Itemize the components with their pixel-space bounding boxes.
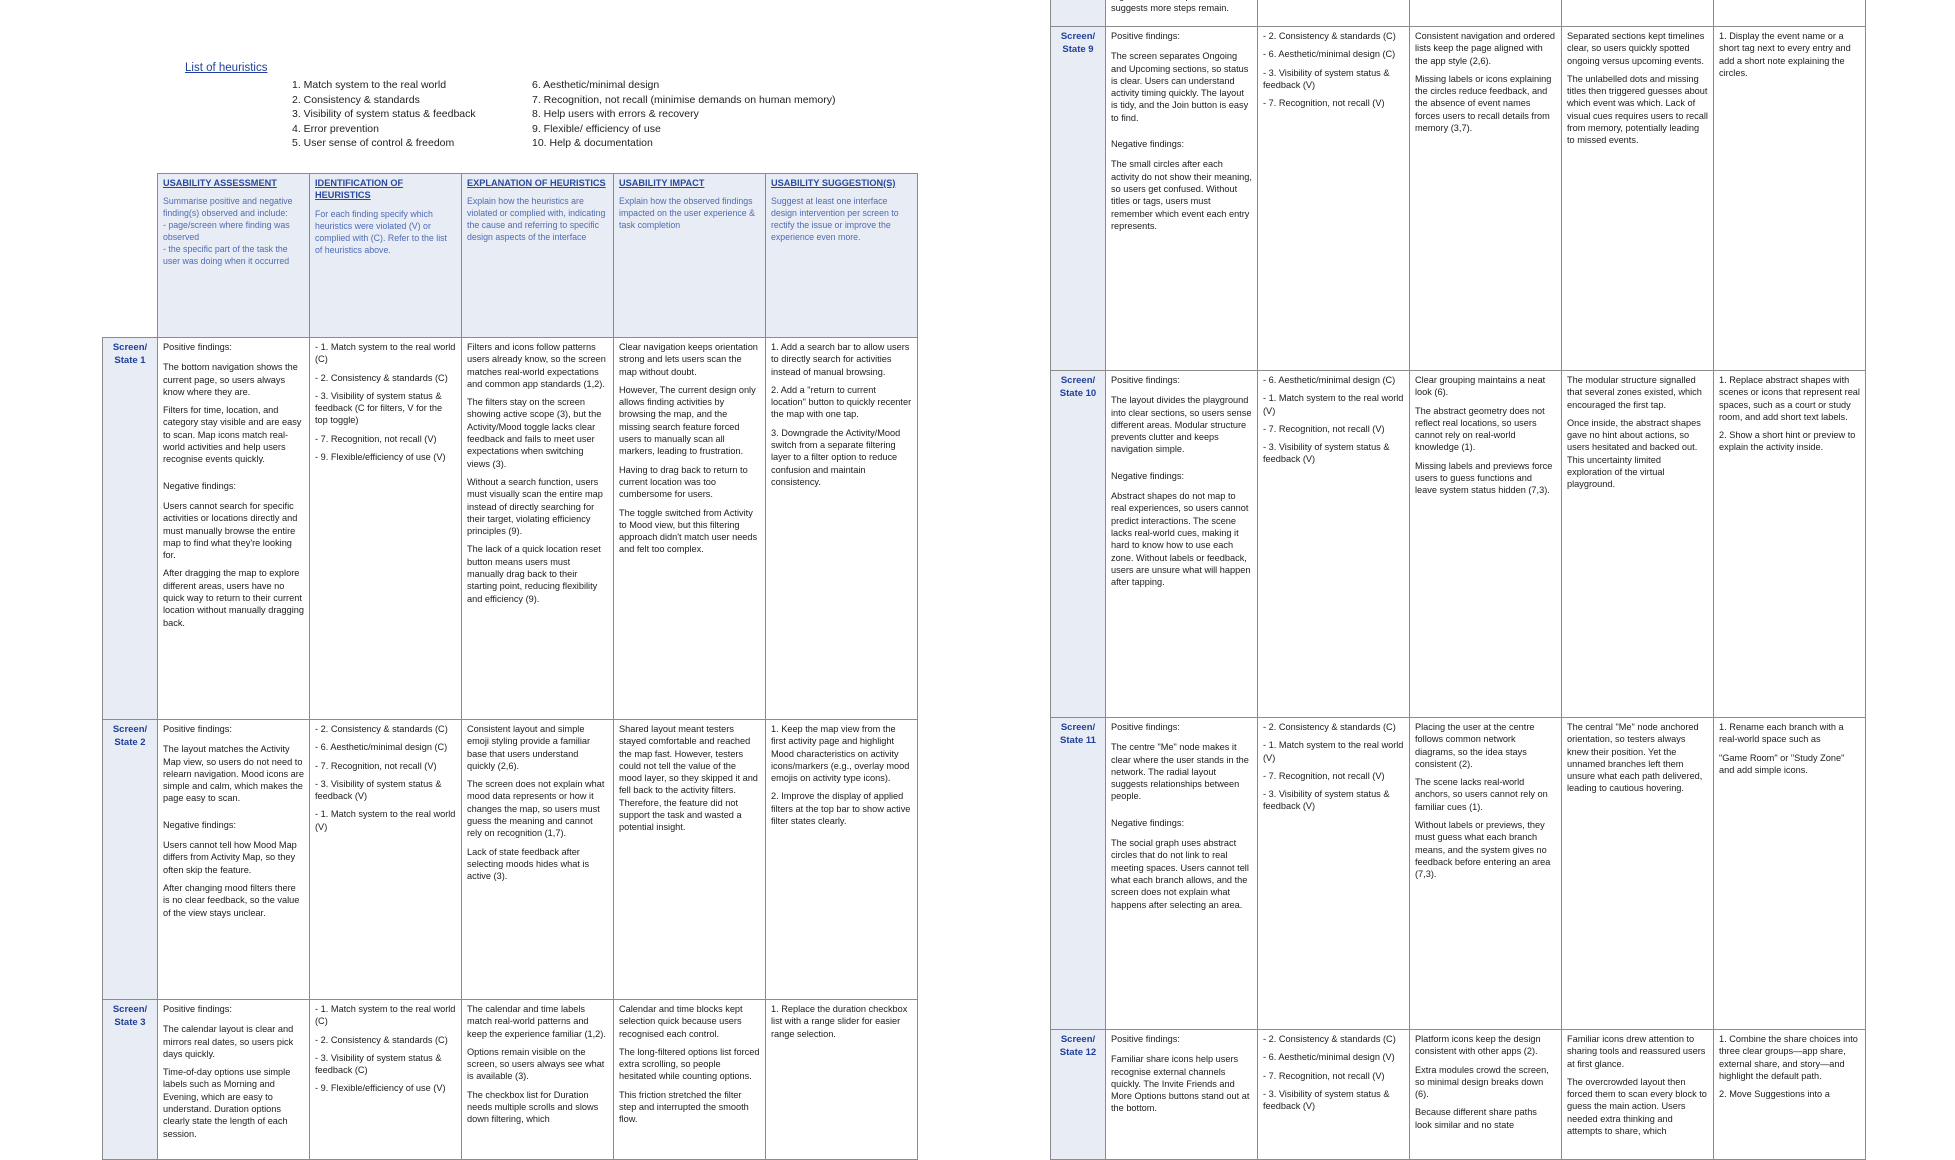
cell-explanation [1410, 0, 1562, 27]
explanation-text: Without a search function, users must visually scan the entire map instead of directly searching for their target, violating efficiency principles (9). [467, 476, 603, 537]
screen-state-row [103, 338, 918, 720]
cell-suggestion [766, 720, 918, 1000]
cell-suggestion [1714, 1030, 1866, 1160]
cell-assessment [1106, 27, 1258, 371]
cell-impact [614, 338, 766, 720]
assessment-text: Familiar share icons help users recognise external channels quickly. The Invite Friends and More Options buttons stand out at the bottom. [1111, 1054, 1250, 1114]
cell-explanation [1410, 371, 1562, 718]
cell-assessment [1106, 718, 1258, 1030]
assessment-text: Positive findings: [163, 342, 232, 352]
suggestion-text: 2. Move Suggestions into a [1719, 1089, 1830, 1100]
suggestion-text: 1. Add a search bar to allow users to directly search for activities instead of manual browsing. [771, 342, 910, 377]
cell-assessment [1106, 371, 1258, 718]
cell-heuristics [310, 1000, 462, 1160]
heuristic-item: 8. Help users with errors & recovery [532, 108, 699, 120]
screen-state-label: Screen/ State 12 [1051, 1030, 1106, 1160]
assessment-text: Users cannot search for specific activities or locations directly and must manually browse the entire map to find what they're looking for. [163, 500, 298, 561]
heuristic-item: 4. Error prevention [292, 122, 379, 135]
cell-impact [1562, 0, 1714, 27]
explanation-text: Clear grouping maintains a neat look (6). [1415, 375, 1546, 398]
heuristic-item: 10. Help & documentation [532, 137, 653, 149]
cell-heuristics [1258, 371, 1410, 718]
header-explanation: EXPLANATION OF HEURISTICS Explain how the heuristics are violated or complied with, indicating the cause and referring to specific design aspects of the interface [462, 174, 614, 338]
heuristic-item: 9. Flexible/ efficiency of use [532, 122, 661, 135]
suggestion-text: 1. Replace abstract shapes with scenes or icons that represent real spaces, such as a court or study room, and add short text labels. [1719, 375, 1860, 422]
heuristics-text: - 1. Match system to the real world (C) [315, 342, 456, 365]
assessment-text: The bottom navigation shows the current page, so users always know where they are. [163, 362, 298, 397]
explanation-text: Lack of state feedback after selecting moods hides what is active (3). [467, 846, 590, 882]
heuristics-text: - 3. Visibility of system status & feedback (V) [1263, 1088, 1390, 1112]
heuristics-text: - 3. Visibility of system status & feedback (C) [315, 1052, 442, 1076]
screen-state-row [1051, 27, 1866, 371]
evaluation-table-right [1050, 0, 1866, 1160]
impact-text: Clear navigation keeps orientation strong and lets users scan the map without doubt. [619, 342, 758, 377]
cell-impact [1562, 27, 1714, 371]
explanation-text: Options remain visible on the screen, so users always see what is available (3). [467, 1046, 605, 1082]
heuristics-text: - 7. Recognition, not recall (V) [1263, 1070, 1385, 1081]
cell-heuristics [1258, 27, 1410, 371]
screen-state-label: Screen/ State 3 [103, 1000, 158, 1160]
assessment-text: Positive findings: [163, 1004, 232, 1014]
cell-assessment [1106, 1030, 1258, 1160]
heuristics-text: - 1. Match system to the real world (V) [1263, 393, 1404, 416]
cell-suggestion [766, 1000, 918, 1160]
cell-suggestion [1714, 27, 1866, 371]
screen-state-label: Screen/ State 11 [1051, 718, 1106, 1030]
cell-explanation [1410, 27, 1562, 371]
explanation-text: Missing labels and previews force users to guess functions and leave system status hidden (7,3). [1415, 460, 1553, 496]
heuristics-text: - 3. Visibility of system status & feedback (V) [1263, 442, 1390, 465]
cell-impact [1562, 1030, 1714, 1160]
explanation-text: The filters stay on the screen showing active scope (3), but the Activity/Mood toggle lacks clear feedback and fails to meet user expectations when switching views (3). [467, 397, 602, 469]
cell-assessment [1106, 0, 1258, 27]
suggestion-text: 1. Rename each branch with a real-world space such as [1719, 722, 1844, 745]
cell-heuristics [1258, 718, 1410, 1030]
impact-text: This friction stretched the filter step and interrupted the smooth flow. [619, 1089, 749, 1125]
heuristics-text: - 2. Consistency & standards (C) [1263, 31, 1396, 41]
screen-state-label: Screen/ State 9 [1051, 27, 1106, 371]
explanation-text: Because different share paths look similar and no state [1415, 1107, 1537, 1130]
suggestion-text: "Game Room" or "Study Zone" and add simple icons. [1719, 752, 1845, 775]
screen-state-row [103, 720, 918, 1000]
explanation-text: Filters and icons follow patterns users already know, so the screen matches real-world expectations and common app standards (1,2). [467, 342, 606, 389]
heuristics-text: - 2. Consistency & standards (C) [1263, 722, 1396, 732]
cell-suggestion [1714, 371, 1866, 718]
suggestion-text: 2. Show a short hint or preview to explain the activity inside. [1719, 430, 1856, 453]
assessment-text: Positive findings: [1111, 722, 1180, 732]
impact-text: However, The current design only allows finding activities by browsing the map, and the missing search feature forced users to manually scan all markers, leading to frustration. [619, 384, 756, 457]
suggestion-text: 1. Combine the share choices into three clear groups—app share, external share, and story—and highlight the default path. [1719, 1034, 1858, 1081]
cell-heuristics [1258, 0, 1410, 27]
assessment-text: suggests more steps remain. [1111, 3, 1229, 14]
assessment-text: Negative findings: [1111, 817, 1185, 828]
heuristics-list-right [532, 78, 835, 151]
heuristics-list-left [292, 78, 476, 151]
assessment-text: Positive findings: [1111, 31, 1180, 41]
assessment-text: The small circles after each activity do not show their meaning, so users get confused. Without titles or tags, users must remember which event each entry represents. [1111, 159, 1252, 231]
cell-explanation [462, 720, 614, 1000]
assessment-text: After dragging the map to explore different areas, users have no quick way to return to their current location without manually dragging back. [163, 568, 304, 628]
cell-suggestion [766, 338, 918, 720]
explanation-text: Without labels or previews, they must guess what each branch means, and the system gives no feedback before entering an area (7,3). [1415, 820, 1551, 880]
screen-state-label: Screen/ State 1 [103, 338, 158, 720]
heuristics-text: - 3. Visibility of system status & feedback (V) [1263, 67, 1390, 90]
heuristic-item: 3. Visibility of system status & feedback [292, 108, 476, 120]
cell-impact [614, 1000, 766, 1160]
heuristics-text: - 6. Aesthetic/minimal design (C) [315, 742, 448, 753]
impact-text: The central "Me" node anchored orientation, so testers always knew their position. Yet the unnamed branches left them unsure what each path delivered, leading to cautious hovering. [1567, 722, 1703, 794]
heuristics-text: - 7. Recognition, not recall (V) [315, 760, 437, 771]
heuristics-text: - 1. Match system to the real world (C) [315, 1004, 456, 1027]
heuristics-title: List of heuristics [185, 62, 268, 74]
suggestion-text: 1. Display the event name or a short tag next to every entry and add a short note explaining the circles. [1719, 31, 1851, 78]
explanation-text: Consistent layout and simple emoji styling provide a familiar base that users understand quickly (2,6). [467, 724, 591, 771]
heuristics-text: - 1. Match system to the real world (V) [1263, 740, 1404, 763]
heuristics-text: - 7. Recognition, not recall (V) [1263, 98, 1385, 109]
cell-explanation [1410, 718, 1562, 1030]
impact-text: Calendar and time blocks kept selection quick because users recognised each control. [619, 1004, 743, 1039]
heuristics-text: - 2. Consistency & standards (C) [315, 1034, 448, 1045]
screen-state-row [1051, 0, 1866, 27]
heuristics-text: - 1. Match system to the real world (V) [315, 809, 456, 832]
table-header-row [103, 174, 918, 338]
heuristic-item: 5. User sense of control & freedom [292, 137, 455, 149]
screen-state-label: Screen/ State 10 [1051, 371, 1106, 718]
impact-text: Separated sections kept timelines clear, so users quickly spotted ongoing versus upcoming events. [1567, 31, 1705, 66]
explanation-text: The screen does not explain what mood data represents or how it changes the map, so users must guess the meaning and cannot rely on recognition (1,7). [467, 779, 605, 839]
explanation-text: Consistent navigation and ordered lists keep the page aligned with the app style (2,6). [1415, 31, 1555, 66]
heuristics-text: - 6. Aesthetic/minimal design (V) [1263, 1052, 1395, 1063]
explanation-text: The calendar and time labels match real-world patterns and keep the experience familiar (1,2). [467, 1004, 606, 1039]
suggestion-text: 1. Replace the duration checkbox list with a range slider for easier range selection. [771, 1004, 908, 1039]
cell-explanation [1410, 1030, 1562, 1160]
impact-text: The modular structure signalled that several zones existed, which encouraged the first tap. [1567, 375, 1702, 410]
cell-suggestion [1714, 718, 1866, 1030]
assessment-text: The layout divides the playground into clear sections, so users sense different areas. Modular structure prevents clutter and keeps navigation simple. [1111, 395, 1252, 455]
assessment-text: Positive findings: [1111, 1034, 1180, 1044]
heuristics-text: - 3. Visibility of system status & feedback (C for filters, V for the top toggle) [315, 390, 443, 426]
cell-impact [1562, 718, 1714, 1030]
heuristic-item: 7. Recognition, not recall (minimise demands on human memory) [532, 93, 836, 106]
cell-explanation [462, 338, 614, 720]
cell-explanation [462, 1000, 614, 1160]
assessment-text: Negative findings: [163, 819, 237, 830]
assessment-text: The social graph uses abstract circles that do not link to real meeting spaces. Users cannot tell what each branch allows, and the screen does not explain what happens after selecting an area. [1111, 838, 1249, 910]
assessment-text: The calendar layout is clear and mirrors real dates, so users pick days quickly. [163, 1024, 294, 1059]
impact-text: Having to drag back to return to current location was too cumbersome for users. [619, 464, 748, 500]
cell-impact [614, 720, 766, 1000]
explanation-text: The lack of a quick location reset button means users must manually drag back to their starting point, reducing flexibility and efficiency (9). [467, 544, 601, 604]
screen-state-label [1051, 0, 1106, 27]
cell-assessment [158, 720, 310, 1000]
heuristics-text: - 6. Aesthetic/minimal design (C) [1263, 375, 1396, 385]
heuristics-text: - 2. Consistency & standards (C) [315, 372, 448, 383]
suggestion-text: 2. Add a "return to current location" button to quickly recenter the map with one tap. [771, 384, 912, 420]
assessment-text: Users cannot tell how Mood Map differs from Activity Map, so they often skip the feature. [163, 840, 297, 875]
explanation-text: The scene lacks real-world anchors, so users cannot rely on familiar cues (1). [1415, 777, 1548, 812]
evaluation-table-left [102, 173, 918, 1160]
impact-text: The overcrowded layout then forced them to scan every block to guess the main action. Users needed extra thinking and attempts to share, which [1567, 1076, 1707, 1137]
header-usability-assessment: USABILITY ASSESSMENT Summarise positive and negative finding(s) observed and include: - page/screen where finding was observed - the specific part of the task the user was doing when it occurred [158, 174, 310, 338]
impact-text: The long-filtered options list forced extra scrolling, so people hesitated while counting options. [619, 1046, 760, 1082]
impact-text: Familiar icons drew attention to sharing tools and reassured users at first glance. [1567, 1034, 1706, 1069]
assessment-text: Positive findings: [163, 724, 232, 734]
heuristics-text: - 6. Aesthetic/minimal design (C) [1263, 49, 1396, 60]
assessment-text: After changing mood filters there is no clear feedback, so the value of the view stays unclear. [163, 882, 300, 918]
explanation-text: Missing labels or icons explaining the circles reduce feedback, and the absence of event names forces users to recall details from memory (3,7). [1415, 73, 1552, 134]
cell-heuristics [310, 338, 462, 720]
screen-state-row [1051, 371, 1866, 718]
screen-state-label: Screen/ State 2 [103, 720, 158, 1000]
header-impact: USABILITY IMPACT Explain how the observed findings impacted on the user experience & task completion [614, 174, 766, 338]
assessment-text: The screen separates Ongoing and Upcoming sections, so status is clear. Users can understand activity timing quickly. The layout is tidy, and the Join button is easy to find. [1111, 51, 1249, 123]
assessment-text: Negative findings: [163, 480, 237, 491]
suggestion-text: 3. Downgrade the Activity/Mood switch from a separate filtering layer to a filter option to reduce confusion and maintain consistency. [771, 427, 901, 487]
heuristics-text: - 9. Flexible/efficiency of use (V) [315, 452, 446, 463]
header-identification: IDENTIFICATION OF HEURISTICS For each finding specify which heuristics were violated (V) or complied with (C). Refer to the list of heuristics above. [310, 174, 462, 338]
impact-text: Shared layout meant testers stayed comfortable and reached the map fast. However, testers could not tell the value of the mood layer, so they skipped it and fell back to the activity filters. Therefore, the feature did not support the task and wasted a potential insight. [619, 724, 758, 833]
suggestion-text: 2. Improve the display of applied filters at the top bar to show active filter states clearly. [771, 791, 911, 827]
cell-heuristics [310, 720, 462, 1000]
heuristics-text: - 7. Recognition, not recall (V) [315, 433, 437, 444]
heuristic-item: 6. Aesthetic/minimal design [532, 79, 660, 91]
assessment-text: Filters for time, location, and category stay visible and are easy to scan. Map icons match real-world activities and help users recognise events quickly. [163, 405, 302, 465]
heuristic-item: 2. Consistency & standards [292, 93, 420, 106]
impact-text: The toggle switched from Activity to Mood view, but this filtering approach didn't match user needs and felt too complex. [619, 507, 758, 555]
assessment-text: Positive findings: [1111, 375, 1180, 385]
heuristics-text: - 9. Flexible/efficiency of use (V) [315, 1083, 446, 1094]
explanation-text: The checkbox list for Duration needs multiple scrolls and slows down filtering, which [467, 1089, 599, 1125]
heuristics-text: - 2. Consistency & standards (C) [315, 724, 448, 734]
heuristics-text: - 7. Recognition, not recall (V) [1263, 770, 1385, 781]
heuristics-text: - 2. Consistency & standards (C) [1263, 1034, 1396, 1044]
heuristics-text: - 3. Visibility of system status & feedback (V) [1263, 789, 1390, 812]
explanation-text: Platform icons keep the design consistent with other apps (2). [1415, 1034, 1541, 1057]
explanation-text: Extra modules crowd the screen, so minimal design breaks down (6). [1415, 1064, 1549, 1100]
assessment-text: The centre "Me" node makes it clear where the user stands in the network. The radial layout suggests relationships between people. [1111, 742, 1249, 802]
header-suggestions: USABILITY SUGGESTION(S) Suggest at least one interface design intervention per screen to rectify the issue or improve the experience even more. [766, 174, 918, 338]
cell-suggestion [1714, 0, 1866, 27]
suggestion-text: 1. Keep the map view from the first activity page and highlight Mood characteristics on activity icons/markers (e.g., overlay mood emojis on activity type icons). [771, 724, 910, 784]
assessment-text: Negative findings: [1111, 470, 1185, 481]
screen-state-row [1051, 718, 1866, 1030]
cell-impact [1562, 371, 1714, 718]
screen-state-row [1051, 1030, 1866, 1160]
explanation-text: The abstract geometry does not reflect real locations, so users cannot rely on real-world knowledge (1). [1415, 405, 1545, 453]
screen-state-row [103, 1000, 918, 1160]
cell-heuristics [1258, 1030, 1410, 1160]
heuristics-text: - 3. Visibility of system status & feedback (V) [315, 778, 442, 802]
explanation-text: Placing the user at the centre follows common network diagrams, so the idea stays consistent (2). [1415, 722, 1535, 769]
cell-assessment [158, 1000, 310, 1160]
impact-text: Once inside, the abstract shapes gave no hint about actions, so users hesitated and backed out. This uncertainty limited exploration of the virtual playground. [1567, 417, 1701, 490]
assessment-text: Time-of-day options use simple labels such as Morning and Evening, which are easy to understand. Duration options clearly state the length of each session. [163, 1067, 291, 1139]
heuristics-text: - 7. Recognition, not recall (V) [1263, 423, 1385, 434]
heuristic-item: 1. Match system to the real world [292, 79, 447, 91]
assessment-text: Negative findings: [1111, 139, 1185, 150]
assessment-text: The layout matches the Activity Map view, so users do not need to relearn navigation. Mood icons are simple and calm, which makes the page easy to scan. [163, 744, 304, 804]
cell-assessment [158, 338, 310, 720]
impact-text: The unlabelled dots and missing titles then triggered guesses about which event was which. Lack of visual cues requires users to recall from memory, potentially leading to missed events. [1567, 73, 1708, 146]
assessment-text: Abstract shapes do not map to real experiences, so users cannot predict interactions. The scene lacks real-world cues, making it hard to know how to use each zone. Without labels or feedback, users are unsure what will happen after tapping. [1111, 491, 1251, 588]
